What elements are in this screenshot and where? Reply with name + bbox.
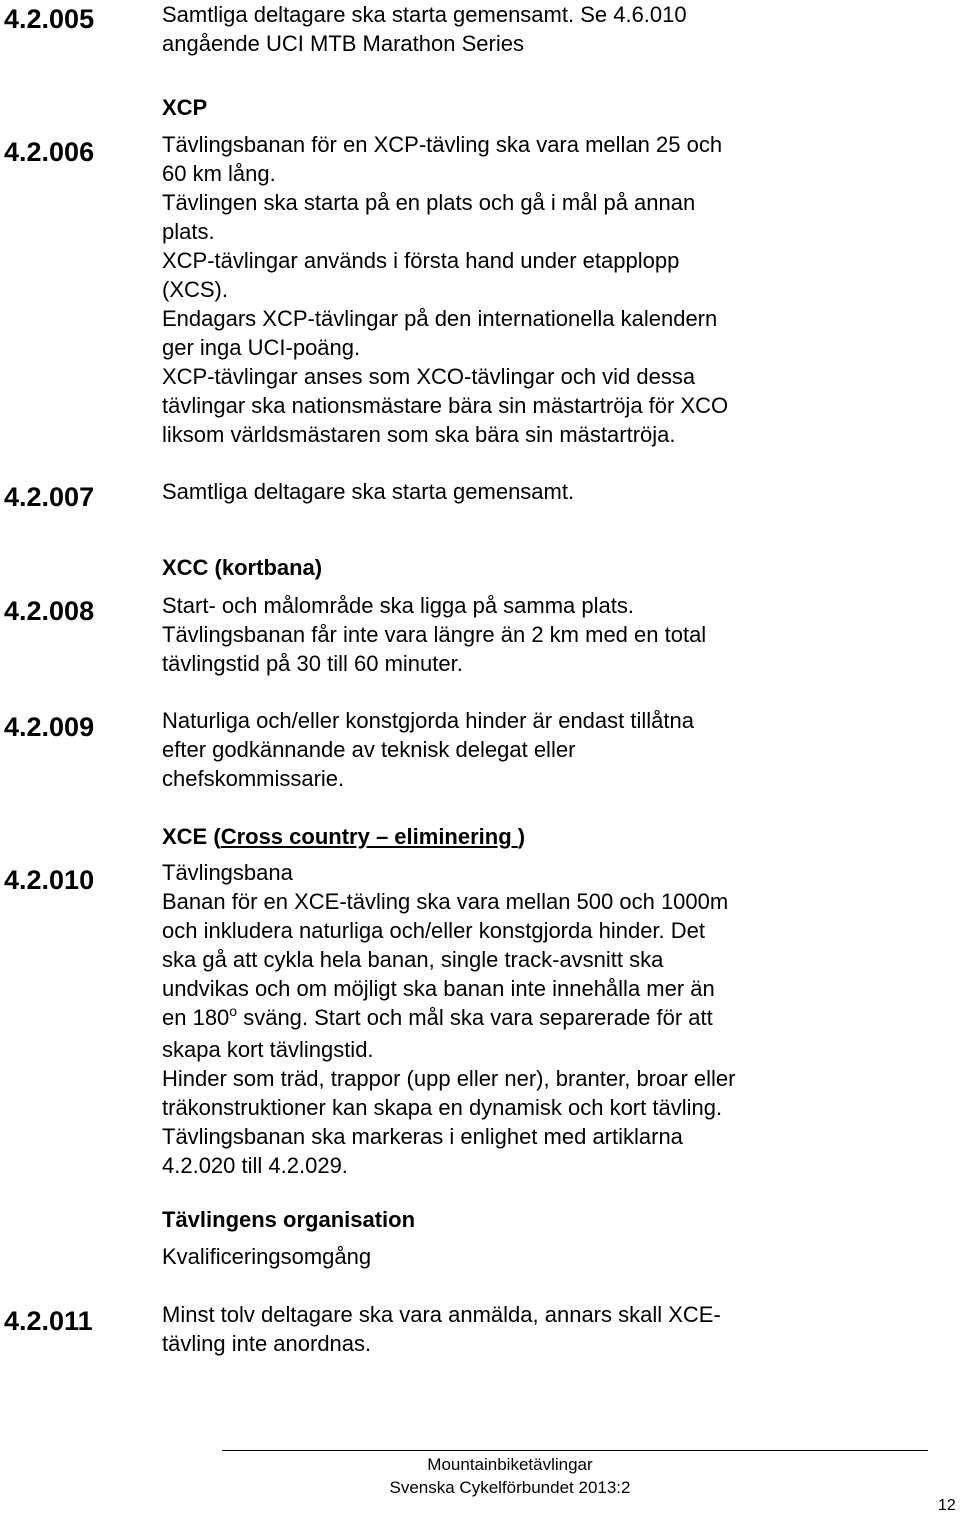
text-line: träkonstruktioner kan skapa en dynamisk och kort tävling. xyxy=(162,1095,723,1120)
section-text-4-2-009 xyxy=(162,706,694,793)
section-number-4-2-008: 4.2.008 xyxy=(4,596,95,626)
text-line: ska gå att cykla hela banan, single track-avsnitt ska xyxy=(162,947,664,972)
text-line: XCP-tävlingar anses som XCO-tävlingar och vid dessa xyxy=(162,364,696,389)
text-line: 60 km lång. xyxy=(162,161,276,186)
section-number-4-2-010: 4.2.010 xyxy=(4,865,95,895)
text-line: XCP-tävlingar används i första hand under etapplopp xyxy=(162,248,680,273)
text-line: ger inga UCI-poäng. xyxy=(162,335,361,360)
section-number-4-2-005: 4.2.005 xyxy=(4,4,95,34)
section-text-4-2-011 xyxy=(162,1300,721,1358)
text-line: Hinder som träd, trappor (upp eller ner), branter, broar eller xyxy=(162,1066,736,1091)
text-line: Naturliga och/eller konstgjorda hinder är endast tillåtna xyxy=(162,708,694,733)
heading-kvalificeringsomgang: Kvalificeringsomgång xyxy=(162,1244,372,1269)
text-line: efter godkännande av teknisk delegat eller xyxy=(162,737,576,762)
text-line: Endagars XCP-tävlingar på den internationella kalendern xyxy=(162,306,718,331)
section-text-4-2-007 xyxy=(162,477,574,506)
page-number: 12 xyxy=(938,1497,956,1514)
footer-organization: Svenska Cykelförbundet 2013:2 xyxy=(389,1478,631,1497)
text-line: liksom världsmästaren som ska bära sin mästartröja. xyxy=(162,422,676,447)
degree-superscript: o xyxy=(229,1003,238,1019)
section-text-4-2-010 xyxy=(162,858,735,1180)
text-line: 4.2.020 till 4.2.029. xyxy=(162,1153,348,1178)
text-line: tävlingar ska nationsmästare bära sin mästartröja för XCO xyxy=(162,393,729,418)
text-line: undvikas och om möjligt ska banan inte innehålla mer än xyxy=(162,976,715,1001)
text-line: Tävlingsbana xyxy=(162,860,293,885)
footer-divider xyxy=(222,1450,928,1451)
text-line: Banan för en XCE-tävling ska vara mellan 500 och 1000m xyxy=(162,889,729,914)
text-line: plats. xyxy=(162,219,215,244)
section-number-4-2-011: 4.2.011 xyxy=(4,1306,93,1336)
section-text-4-2-008 xyxy=(162,591,706,678)
text-line: Samtliga deltagare ska starta gemensamt. xyxy=(162,479,575,504)
heading-organisation: Tävlingens organisation xyxy=(162,1207,416,1232)
heading-xcp: XCP xyxy=(162,95,208,120)
heading-xce: XCE (Cross country – eliminering ) xyxy=(162,824,526,849)
text-line: tävling inte anordnas. xyxy=(162,1331,372,1356)
section-number-4-2-006: 4.2.006 xyxy=(4,137,95,167)
text-line: angående UCI MTB Marathon Series xyxy=(162,31,524,56)
text-line: (XCS). xyxy=(162,277,228,302)
degree-line-end: sväng. Start och mål ska vara separerade för att xyxy=(237,1005,713,1030)
text-line: Tävlingsbanan för en XCP-tävling ska vara mellan 25 och xyxy=(162,132,723,157)
text-line: Samtliga deltagare ska starta gemensamt. Se 4.6.010 xyxy=(162,2,687,27)
section-number-4-2-009: 4.2.009 xyxy=(4,712,95,742)
section-text-4-2-005 xyxy=(162,0,687,58)
text-line: Tävlingen ska starta på en plats och gå i mål på annan xyxy=(162,190,696,215)
heading-xcc: XCC (kortbana) xyxy=(162,555,323,580)
degree-line-start: en 180 xyxy=(162,1005,230,1030)
text-line: tävlingstid på 30 till 60 minuter. xyxy=(162,651,463,676)
text-line: och inkludera naturliga och/eller konstgjorda hinder. Det xyxy=(162,918,705,943)
text-line: skapa kort tävlingstid. xyxy=(162,1037,374,1062)
section-number-4-2-007: 4.2.007 xyxy=(4,482,95,512)
text-line: Tävlingsbanan får inte vara längre än 2 km med en total xyxy=(162,622,707,647)
text-line: chefskommissarie. xyxy=(162,766,345,791)
text-line: Tävlingsbanan ska markeras i enlighet med artiklarna xyxy=(162,1124,683,1149)
text-line: Start- och målområde ska ligga på samma plats. xyxy=(162,593,634,618)
text-line-degree xyxy=(162,1003,735,1035)
text-line: Minst tolv deltagare ska vara anmälda, annars skall XCE- xyxy=(162,1302,721,1327)
section-text-4-2-006 xyxy=(162,130,728,449)
footer-title: Mountainbiketävlingar xyxy=(427,1455,593,1474)
